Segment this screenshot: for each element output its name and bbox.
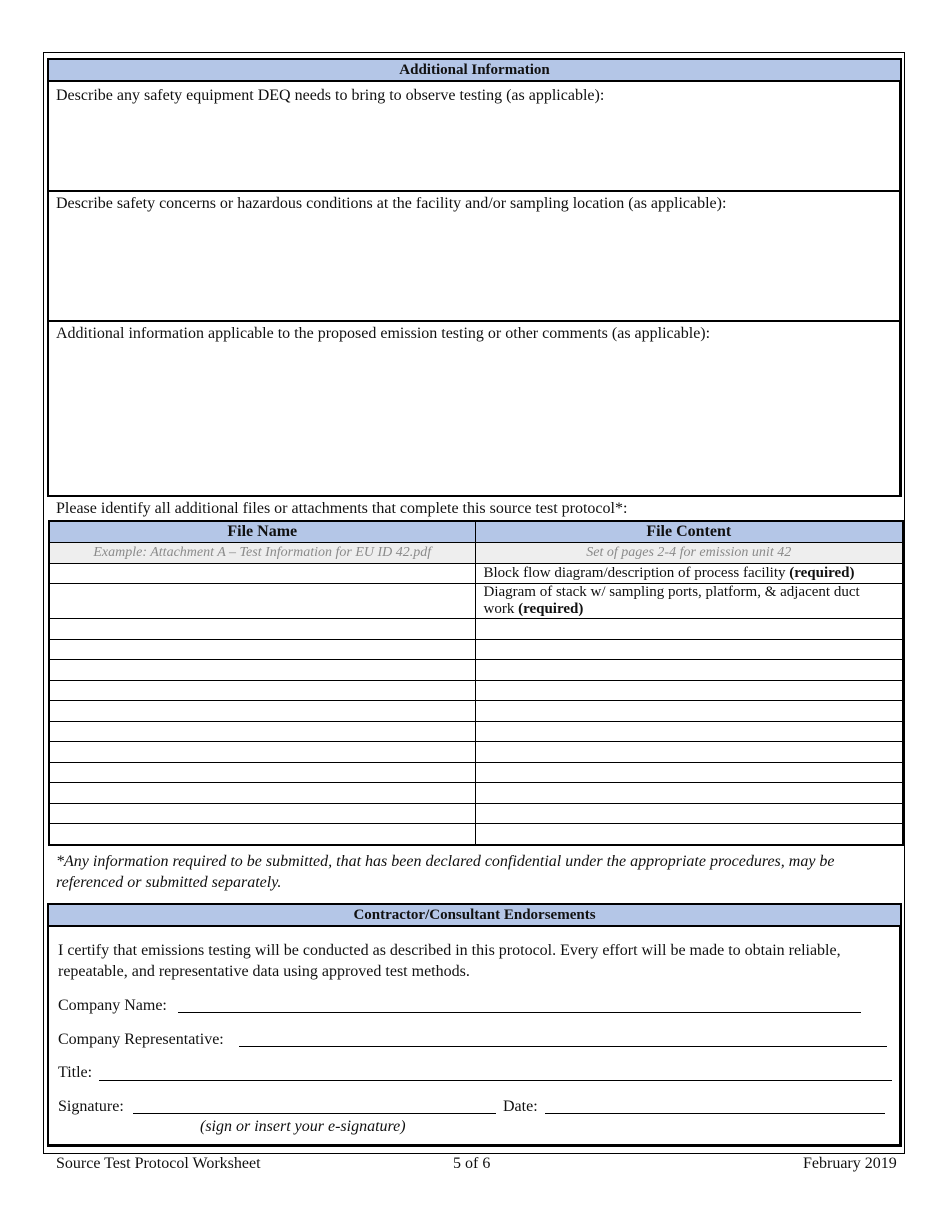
signature-label: Signature: <box>58 1098 124 1115</box>
title-label: Title: <box>58 1064 93 1081</box>
file-content-cell[interactable] <box>475 660 903 681</box>
safety-equipment-label: Describe any safety equipment DEQ needs to bring to observe testing (as applicable): <box>56 87 605 104</box>
safety-concerns-input[interactable] <box>50 216 898 316</box>
file-name-cell[interactable] <box>49 619 475 640</box>
stack-diagram-text: Diagram of stack w/ sampling ports, platform, & adjacent duct work <box>483 584 860 617</box>
table-row <box>49 584 903 619</box>
file-content-column-header: File Content <box>475 521 903 543</box>
required-tag: (required) <box>789 564 855 581</box>
table-row <box>49 721 903 742</box>
table-row <box>49 762 903 783</box>
file-content-cell[interactable] <box>475 762 903 783</box>
file-name-cell[interactable] <box>49 563 475 584</box>
file-name-cell[interactable] <box>49 742 475 763</box>
additional-info-input[interactable] <box>50 346 898 494</box>
company-name-label: Company Name: <box>58 997 167 1014</box>
footer-date: February 2019 <box>803 1155 897 1172</box>
example-row <box>49 543 903 564</box>
file-name-cell[interactable] <box>49 660 475 681</box>
title-input[interactable] <box>99 1080 892 1081</box>
table-row <box>49 680 903 701</box>
table-row <box>49 563 903 584</box>
file-content-cell[interactable] <box>475 783 903 804</box>
process-diagram-text: Block flow diagram/description of process facility <box>483 564 786 581</box>
file-content-cell[interactable] <box>475 803 903 824</box>
footer-page-number: 5 of 6 <box>453 1155 491 1172</box>
confidential-note: *Any information required to be submitted, that has been declared confidential under the appropriate procedures, may be referenced or submitted separately. <box>56 853 835 891</box>
table-row <box>49 783 903 804</box>
table-row <box>49 824 903 845</box>
safety-equipment-input[interactable] <box>50 108 898 188</box>
file-name-cell[interactable] <box>49 584 475 619</box>
file-content-cell[interactable] <box>475 619 903 640</box>
file-name-cell[interactable] <box>49 701 475 722</box>
file-name-cell[interactable] <box>49 803 475 824</box>
additional-info-label: Additional information applicable to the proposed emission testing or other comments (as applicable): <box>56 325 711 342</box>
company-rep-label: Company Representative: <box>58 1031 224 1048</box>
table-row <box>49 619 903 640</box>
attachments-table <box>48 520 904 846</box>
file-name-cell[interactable] <box>49 639 475 660</box>
file-name-column-header: File Name <box>49 521 475 543</box>
table-row <box>49 660 903 681</box>
file-content-cell[interactable] <box>475 721 903 742</box>
required-tag: (required) <box>518 601 584 617</box>
table-row <box>49 803 903 824</box>
file-content-cell[interactable] <box>475 639 903 660</box>
example-file-content: Set of pages 2-4 for emission unit 42 <box>475 543 903 564</box>
endorsements-header: Contractor/Consultant Endorsements <box>47 903 902 927</box>
company-rep-input[interactable] <box>239 1046 887 1047</box>
file-content-cell <box>475 563 903 584</box>
footer-document-title: Source Test Protocol Worksheet <box>56 1155 261 1172</box>
file-name-cell[interactable] <box>49 721 475 742</box>
table-row <box>49 742 903 763</box>
table-row <box>49 639 903 660</box>
company-name-input[interactable] <box>178 1012 861 1013</box>
date-label: Date: <box>503 1098 538 1115</box>
table-row <box>49 701 903 722</box>
divider <box>47 190 902 192</box>
date-input[interactable] <box>545 1113 885 1114</box>
file-content-cell <box>475 584 903 619</box>
additional-information-header: Additional Information <box>47 58 902 82</box>
divider <box>47 320 902 322</box>
example-file-name: Example: Attachment A – Test Information for EU ID 42.pdf <box>49 543 475 564</box>
file-name-cell[interactable] <box>49 680 475 701</box>
certification-statement: I certify that emissions testing will be conducted as described in this protocol. Every effort will be made to obtain reliable, repeatable, and representative data using approved test methods. <box>58 942 841 980</box>
file-name-cell[interactable] <box>49 762 475 783</box>
signature-caption: (sign or insert your e-signature) <box>200 1118 406 1135</box>
file-name-cell[interactable] <box>49 783 475 804</box>
file-content-cell[interactable] <box>475 824 903 845</box>
attachments-label: Please identify all additional files or attachments that complete this source test protocol*: <box>56 500 628 517</box>
signature-input[interactable] <box>133 1113 496 1114</box>
file-name-cell[interactable] <box>49 824 475 845</box>
safety-concerns-label: Describe safety concerns or hazardous conditions at the facility and/or sampling location (as applicable): <box>56 195 727 212</box>
file-content-cell[interactable] <box>475 680 903 701</box>
file-content-cell[interactable] <box>475 742 903 763</box>
file-content-cell[interactable] <box>475 701 903 722</box>
